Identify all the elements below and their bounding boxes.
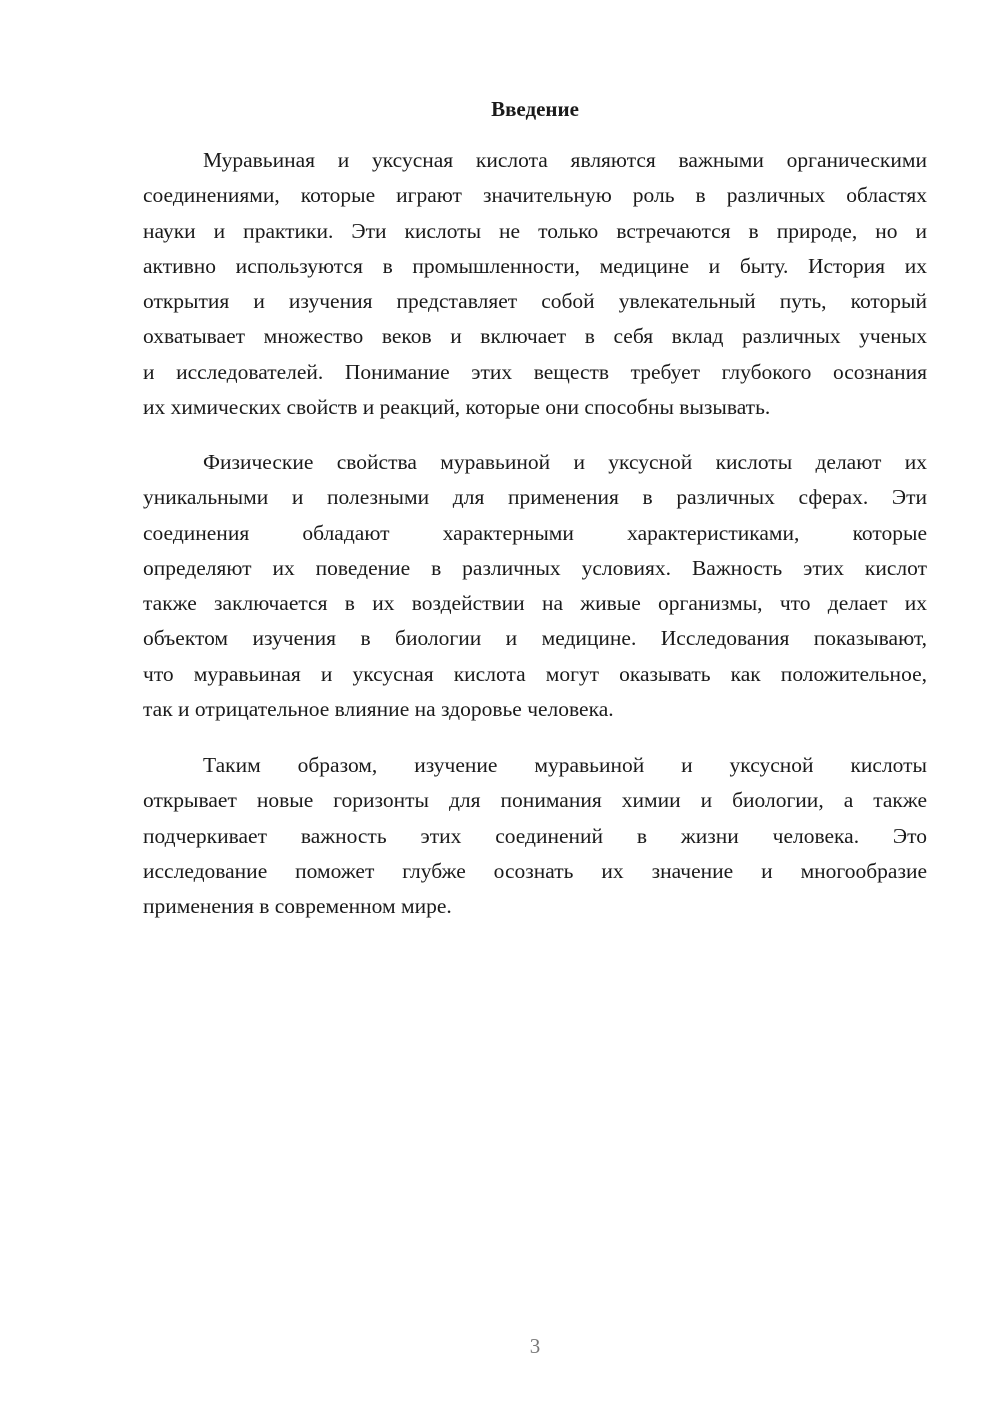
text-line: активно используются в промышленности, медицине и быту. История их	[143, 253, 927, 278]
text-line: также заключается в их воздействии на живые организмы, что делает их	[143, 591, 927, 616]
text-line: объектом изучения в биологии и медицине. Исследования показывают,	[143, 626, 927, 651]
section-title: Введение	[491, 97, 579, 121]
text-line: применения в современном мире.	[143, 894, 452, 919]
text-line: науки и практики. Эти кислоты не только встречаются в природе, но и	[143, 218, 927, 243]
text-line: Физические свойства муравьиной и уксусной кислоты делают их	[203, 450, 927, 474]
paragraph-2	[143, 445, 927, 727]
page-number: 3	[529, 1334, 541, 1358]
text-line: исследование поможет глубже осознать их значение и многообразие	[143, 858, 927, 883]
text-line: так и отрицательное влияние на здоровье человека.	[143, 697, 614, 722]
text-line: Муравьиная и уксусная кислота являются важными органическими	[203, 148, 927, 172]
paragraph-3	[143, 748, 927, 924]
text-line: открывает новые горизонты для понимания химии и биологии, а также	[143, 788, 927, 813]
text-line: и исследователей. Понимание этих веществ требует глубокого осознания	[143, 359, 927, 384]
text-line: соединения обладают характерными характеристиками, которые	[143, 520, 927, 545]
text-line: охватывает множество веков и включает в себя вклад различных ученых	[143, 324, 927, 349]
text-line: уникальными и полезными для применения в различных сферах. Эти	[143, 485, 927, 510]
text-line: соединениями, которые играют значительную роль в различных областях	[143, 183, 927, 208]
paragraph-1	[143, 143, 927, 425]
text-line: открытия и изучения представляет собой увлекательный путь, который	[143, 289, 927, 314]
text-line: подчеркивает важность этих соединений в жизни человека. Это	[143, 823, 927, 848]
text-line: Таким образом, изучение муравьиной и уксусной кислоты	[203, 753, 927, 777]
text-line: что муравьиная и уксусная кислота могут оказывать как положительное,	[143, 661, 927, 686]
text-line: определяют их поведение в различных условиях. Важность этих кислот	[143, 555, 927, 580]
text-line: их химических свойств и реакций, которые они способны вызывать.	[143, 395, 771, 420]
